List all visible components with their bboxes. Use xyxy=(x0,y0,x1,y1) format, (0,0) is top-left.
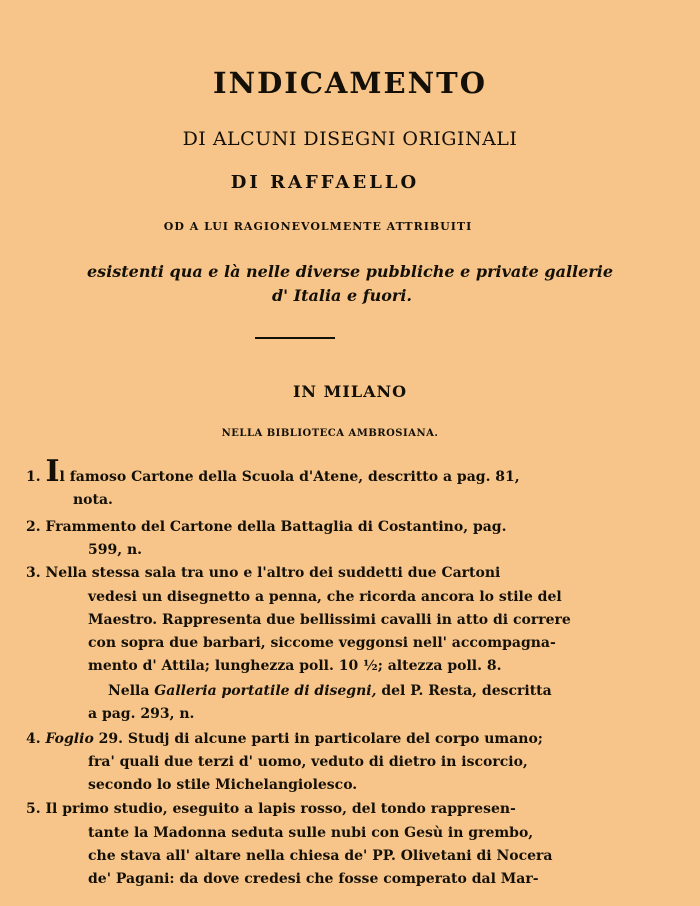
galleria-line-1 xyxy=(108,680,552,703)
subtitle: DI ALCUNI DISEGNI ORIGINALI xyxy=(182,128,518,150)
location-line-2: d' Italia e fuori. xyxy=(271,286,412,305)
city-heading: IN MILANO xyxy=(292,382,408,401)
entry-number: 5. xyxy=(26,801,41,817)
entry-4-line-3: secondo lo stile Michelangiolesco. xyxy=(88,777,358,793)
entry-text: Il primo studio, eseguito a lapis rosso, del tondo rappresen- xyxy=(45,801,516,817)
entry-number: 3. xyxy=(26,565,41,581)
entry-4-line-2: fra' quali due terzi d' uomo, veduto di dietro in iscorcio, xyxy=(88,754,528,770)
galleria-line-2: a pag. 293, n. xyxy=(88,706,195,722)
drop-cap: I xyxy=(45,454,60,489)
entry-text: 29. Studj di alcune parti in particolare del corpo umano; xyxy=(93,731,543,747)
entry-number: 1. xyxy=(26,469,41,485)
galleria-title: Galleria portatile di disegni, xyxy=(154,683,377,699)
entry-3-line-1 xyxy=(26,562,500,585)
entry-5-line-1 xyxy=(26,798,516,821)
library-heading: NELLA BIBLIOTECA AMBROSIANA. xyxy=(221,428,439,439)
entry-text: Frammento del Cartone della Battaglia di Costantino, pag. xyxy=(45,519,507,535)
entry-number: 2. xyxy=(26,519,41,535)
location-line-1: esistenti qua e là nelle diverse pubbliche e private gallerie xyxy=(87,262,613,281)
galleria-text: del P. Resta, descritta xyxy=(376,683,552,699)
entry-3-line-3: Maestro. Rappresenta due bellissimi cavalli in atto di correre xyxy=(88,612,571,628)
attribution-line: OD A LUI RAGIONEVOLMENTE ATTRIBUITI xyxy=(163,220,473,233)
section-divider xyxy=(255,337,335,339)
title: INDICAMENTO xyxy=(213,66,487,100)
entry-number: 4. xyxy=(26,731,41,747)
entry-5-line-3: che stava all' altare nella chiesa de' PP. Olivetani di Nocera xyxy=(88,848,553,864)
entry-1-line-2: nota. xyxy=(73,492,113,508)
entry-2-line-2: 599, n. xyxy=(88,542,143,558)
entry-5-line-4: de' Pagani: da dove credesi che fosse comperato dal Mar- xyxy=(88,871,539,887)
entry-2-line-1 xyxy=(26,516,506,539)
entry-5-line-2: tante la Madonna seduta sulle nubi con Gesù in grembo, xyxy=(88,825,534,841)
entry-text: Nella stessa sala tra uno e l'altro dei suddetti due Cartoni xyxy=(45,565,501,581)
entry-text: l famoso Cartone della Scuola d'Atene, descritto a pag. 81, xyxy=(59,469,520,485)
author-line: DI RAFFAELLO xyxy=(230,172,420,193)
entry-3-line-5: mento d' Attila; lunghezza poll. 10 ½; altezza poll. 8. xyxy=(88,658,502,674)
entry-1-line-1 xyxy=(26,454,520,489)
galleria-text-before: Nella xyxy=(108,683,155,699)
entry-4-line-1 xyxy=(26,728,543,751)
foglio-label: Foglio xyxy=(45,731,94,747)
entry-3-line-4: con sopra due barbari, siccome veggonsi nell' accompagna- xyxy=(88,635,556,651)
entry-3-line-2: vedesi un disegnetto a penna, che ricorda ancora lo stile del xyxy=(88,589,562,605)
